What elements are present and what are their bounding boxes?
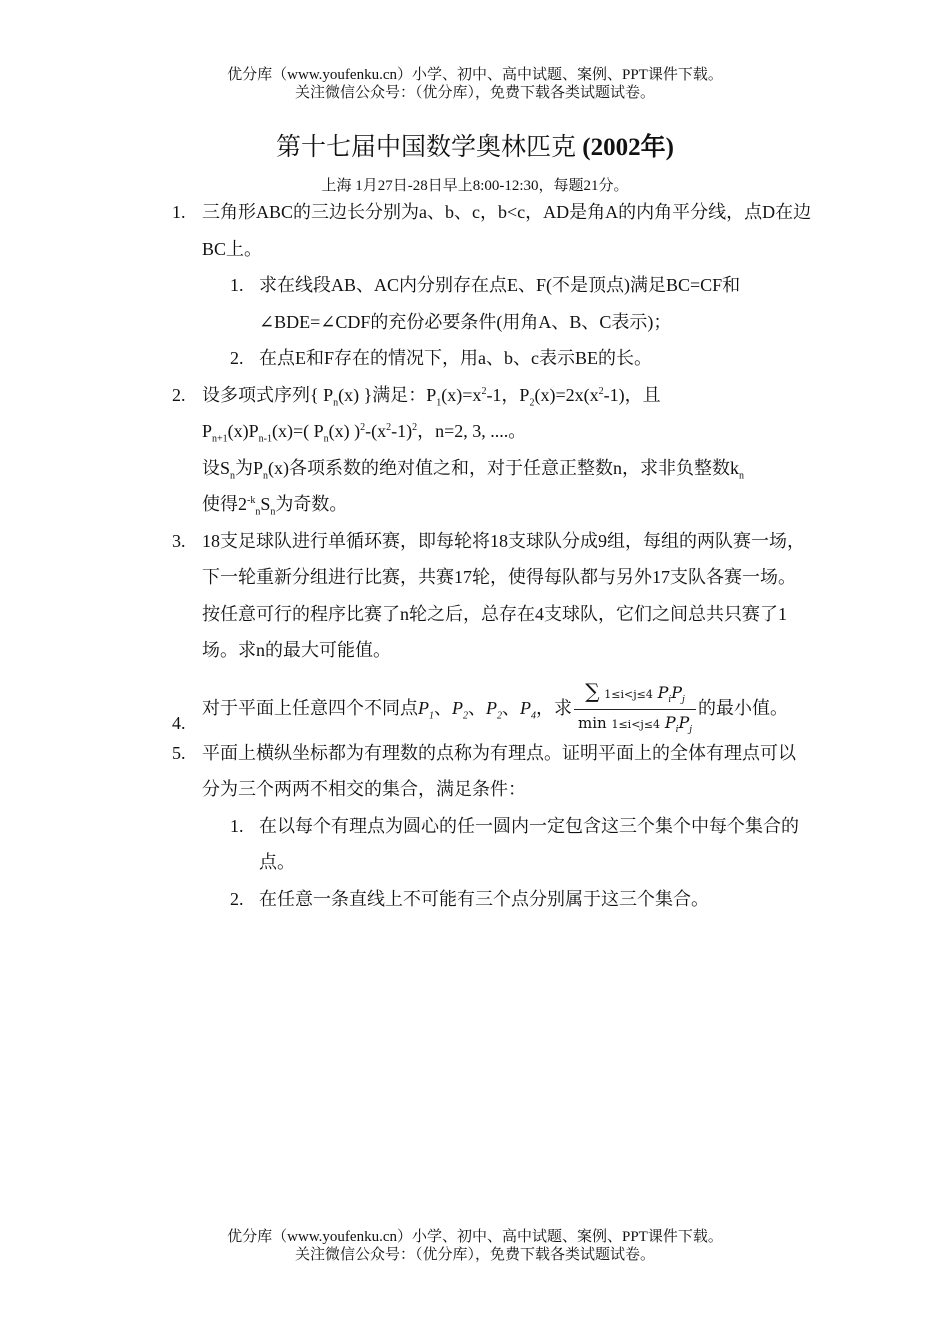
text: P: [418, 697, 429, 718]
point-p2-repeat: [486, 697, 502, 722]
text: -1): [391, 421, 413, 441]
text: ，求: [536, 697, 572, 718]
problem-5-part-1: [172, 808, 812, 881]
subscript: n: [323, 433, 329, 445]
subscript: i: [668, 694, 672, 705]
separator: 、: [502, 697, 520, 718]
text: P: [452, 697, 463, 718]
exam-info: 上海 1月27日-28日早上8:00-12:30，每题21分。: [321, 178, 629, 194]
header-line-2: 关注微信公众号：（优分库），免费下载各类试题试卷。: [294, 85, 655, 101]
text: 为奇数。: [275, 494, 348, 514]
text: (x) }满足：P: [338, 384, 437, 405]
problem-number: 1.: [172, 202, 186, 222]
point-p1: [418, 697, 434, 722]
text: P: [520, 697, 531, 718]
part-text: 求在线段AB、AC内分别存在点E、F(不是顶点)满足BC=CF和∠BDE=∠CDF的充份必要条件(用角A、B、C表示)；: [259, 275, 741, 332]
text: (x) ): [328, 421, 361, 441]
text: -1)，且: [603, 384, 661, 405]
text: -(x: [365, 421, 387, 441]
subscript: n: [739, 470, 745, 482]
formula-numerator: [574, 678, 696, 710]
min-operator: min: [578, 713, 607, 732]
part-number: 1.: [230, 815, 244, 836]
problem-2-line-4: [202, 486, 812, 523]
part-number: 2.: [230, 888, 244, 909]
problem-number: 5.: [172, 742, 186, 763]
sigma-symbol: ∑: [585, 678, 600, 703]
text: 为P: [235, 457, 264, 478]
text: S: [260, 494, 271, 514]
footer-line-1: 优分库（www.youfenku.cn）小学、初中、高中试题、案例、PPT课件下载。: [227, 1229, 723, 1245]
text: 使得2: [202, 494, 247, 514]
subscript: n: [333, 397, 339, 409]
subscript: 1: [429, 710, 434, 722]
subscript: n: [255, 506, 261, 518]
min-range: 1≤i<j≤4: [611, 717, 661, 731]
problem-number: 4.: [172, 712, 186, 733]
problem-2-line-2: [202, 413, 812, 450]
subscript: n: [263, 470, 269, 482]
title-year: (2002年): [582, 134, 674, 161]
subscript: 1: [436, 397, 442, 409]
text: (x)=x: [441, 384, 482, 405]
part-text: 在以每个有理点为圆心的任一圆内一定包含这三个集个中每个集合的点。: [259, 815, 799, 872]
problem-text: 18支足球队进行单循环赛，即每轮将18支球队分成9组，每组的两队赛一场，下一轮重新分组进行比赛，共赛17轮，使得每队都与另外17支队各赛一场。按任意可行的程序比赛了n轮之后，总存在4支球队，它们之间总共只赛了1场。求n的最大可能值。: [202, 530, 805, 660]
formula-denominator: [574, 710, 696, 735]
text: P: [202, 421, 213, 441]
text: (x)=2x(x: [534, 384, 599, 405]
superscript: 2: [481, 385, 487, 397]
subscript: n: [270, 506, 276, 518]
problem-4: [172, 678, 812, 735]
problem-5-part-2: [172, 881, 812, 918]
text: P: [657, 682, 669, 702]
separator: 、: [468, 697, 486, 718]
subscript: 2: [497, 710, 502, 722]
page-title: [0, 132, 950, 164]
problem-2-line-3: [202, 450, 812, 487]
part-number: 2.: [230, 348, 244, 368]
text: 设S: [202, 457, 231, 478]
summation-range: 1≤i<j≤4: [604, 687, 653, 701]
text: (x)各项系数的绝对值之和，对于任意正整数n，求非负整数k: [268, 457, 740, 478]
part-text: 在点E和F存在的情况下，用a、b、c表示BE的长。: [259, 348, 652, 368]
text: (x)P: [227, 421, 259, 441]
problem-2: [172, 377, 812, 523]
problem-number: 2.: [172, 384, 186, 405]
superscript: 2: [412, 422, 418, 433]
problem-number: 3.: [172, 530, 186, 551]
problem-3: [172, 523, 812, 669]
text: P: [671, 682, 683, 702]
subscript: n-1: [258, 433, 272, 445]
text: P: [664, 712, 676, 732]
subscript: 2: [529, 397, 535, 409]
point-p2: [452, 697, 468, 722]
subscript: 2: [463, 710, 468, 722]
superscript: 2: [386, 422, 392, 433]
text: ，n=2, 3, ....。: [417, 421, 527, 441]
problem-list: [172, 194, 812, 917]
text: -1，P: [486, 384, 530, 405]
text: (x)=( P: [272, 421, 324, 441]
problem-text: 三角形ABC的三边长分别为a、b、c，b<c，AD是角A的内角平分线，点D在边BC上。: [202, 202, 812, 259]
subscript: i: [675, 724, 679, 735]
subscript: n: [230, 470, 236, 482]
footer-line-2: 关注微信公众号：（优分库），免费下载各类试题试卷。: [294, 1247, 655, 1263]
header-line-1: 优分库（www.youfenku.cn）小学、初中、高中试题、案例、PPT课件下载。: [227, 67, 723, 83]
distance-ratio-formula: [574, 678, 696, 735]
separator: 、: [434, 697, 452, 718]
subscript: n+1: [212, 433, 228, 445]
problem-5: [172, 735, 812, 808]
text: 设多项式序列{ P: [202, 384, 334, 405]
problem-1: [172, 194, 812, 267]
part-text: 在任意一条直线上不可能有三个点分别属于这三个集合。: [259, 888, 709, 909]
problem-4-line-1: [202, 678, 812, 735]
title-main: 第十七届中国数学奥林匹克: [276, 134, 577, 161]
problem-1-part-1: [172, 267, 812, 340]
segment-pipj: [664, 712, 693, 735]
superscript: -k: [247, 495, 256, 506]
subscript: j: [689, 724, 693, 735]
text: P: [678, 712, 690, 732]
superscript: 2: [598, 385, 604, 397]
part-number: 1.: [230, 275, 244, 295]
segment-pipj: [657, 682, 685, 705]
header-banner: [0, 66, 950, 102]
footer-banner: [0, 1228, 950, 1264]
text: 对于平面上任意四个不同点: [202, 697, 418, 718]
problem-2-line-1: [202, 377, 812, 414]
subscript: j: [682, 694, 685, 705]
subscript: 4: [531, 710, 536, 722]
problem-text: 平面上横纵坐标都为有理数的点称为有理点。证明平面上的全体有理点可以分为三个两两不相交的集合，满足条件：: [202, 742, 796, 799]
point-p4: [520, 697, 536, 722]
text: 的最小值。: [698, 697, 789, 718]
text: P: [486, 697, 497, 718]
superscript: 2: [360, 422, 366, 433]
problem-1-part-2: [172, 340, 812, 377]
